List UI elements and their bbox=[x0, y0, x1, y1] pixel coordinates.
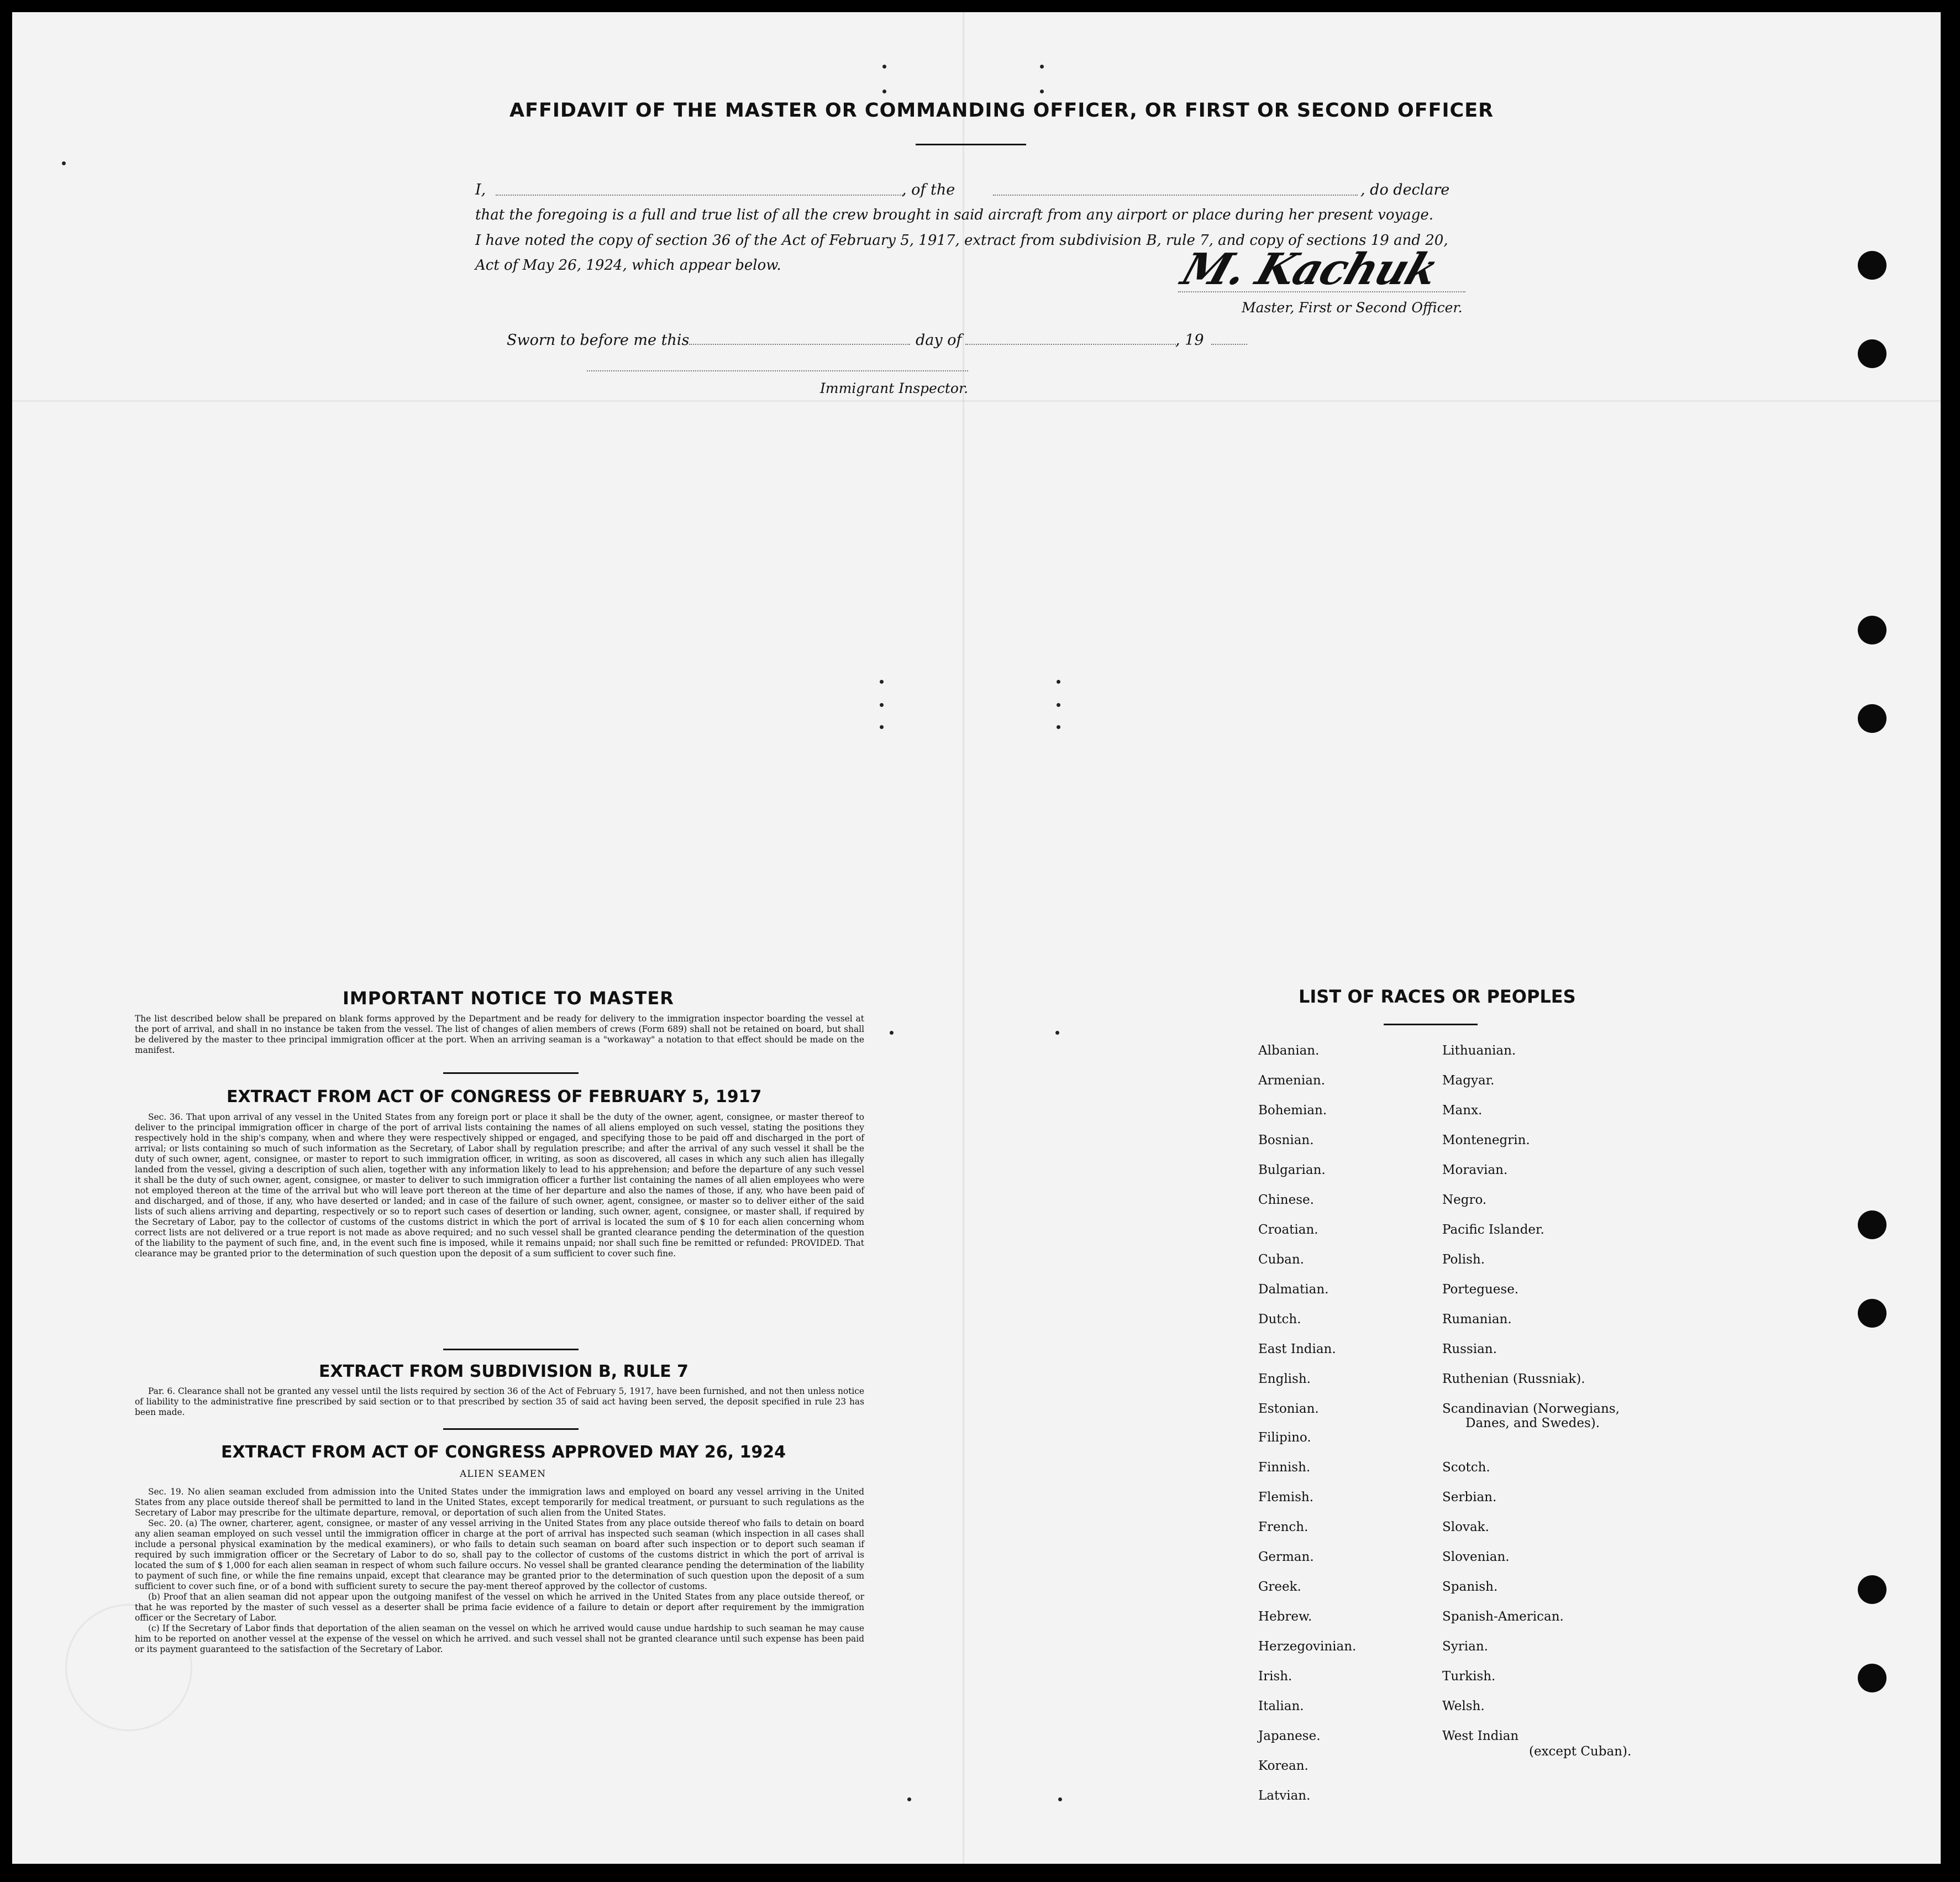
race-item: Albanian. bbox=[1258, 1044, 1320, 1058]
race-item: Bohemian. bbox=[1258, 1103, 1327, 1118]
aircraft-name-field[interactable] bbox=[993, 195, 1358, 196]
document-sheet bbox=[12, 12, 1941, 1864]
speck bbox=[880, 725, 884, 729]
speck bbox=[1058, 1797, 1062, 1801]
speck bbox=[1057, 703, 1060, 707]
extract-1924-paragraph: Sec. 20. (a) The owner, charterer, agent, consignee, or master of any vessel arriving in the United States from any place outside thereof who fails to detain on board any alien seaman employed on such vessel until the immigration officer in charge at the port of arrival has inspected such seaman (which inspection in all cases shall include a personal physical examination by the medical examiners), or who fails to detain such seaman on board after such inspection or to deport such seaman if required by such immigration officer or the Secretary of Labor to do so, shall pay to the collector of customs of the customs district in which the port of arrival is located the sum of $ 1,000 for each alien seaman in respect of whom such failure occurs. No vessel shall be granted clearance pending the determination of the liability to payment of such fine, or while the fine remains unpaid, except that clearance may be granted prior to the determination of such question upon the deposit of a sum sufficient to cover such fine, or of a bond with sufficient surety to secure the pay-ment thereof approved by the collector of customs. bbox=[135, 1518, 864, 1591]
speck bbox=[1040, 90, 1044, 93]
sworn-year-field[interactable] bbox=[1211, 344, 1247, 345]
race-item: Cuban. bbox=[1258, 1252, 1304, 1267]
subdivision-paragraph: Par. 6. Clearance shall not be granted any vessel until the lists required by section 36 of the Act of February 5, 1917, have been furnished, and not then unless notice of liability to the administrative fine prescribed by said section or to that prescribed by section 35 of said act having been served, the deposit specified in rule 23 has been made. bbox=[135, 1386, 864, 1417]
fold-line-vertical bbox=[963, 12, 964, 1864]
race-item: Spanish-American. bbox=[1442, 1610, 1564, 1624]
race-item: Dalmatian. bbox=[1258, 1282, 1329, 1297]
declarant-name-field[interactable] bbox=[496, 195, 905, 196]
punch-hole bbox=[1858, 1210, 1887, 1239]
punch-hole bbox=[1858, 1664, 1887, 1692]
race-item: Serbian. bbox=[1442, 1490, 1497, 1504]
fold-line-horizontal bbox=[12, 400, 1941, 402]
race-item: Turkish. bbox=[1442, 1669, 1496, 1684]
handwritten-signature: M. Kachuk bbox=[1175, 244, 1444, 295]
year-label: , 19 bbox=[1175, 332, 1204, 349]
race-item: German. bbox=[1258, 1550, 1314, 1564]
race-item: Pacific Islander. bbox=[1442, 1223, 1544, 1237]
speck bbox=[880, 680, 884, 684]
race-item: French. bbox=[1258, 1520, 1309, 1534]
sworn-label: Sworn to before me this bbox=[507, 332, 690, 349]
section-rule bbox=[443, 1428, 579, 1430]
race-item: Finnish. bbox=[1258, 1460, 1311, 1475]
race-item: Scotch. bbox=[1442, 1460, 1490, 1475]
extract-1924-text bbox=[135, 1487, 864, 1655]
extract-1917-title: EXTRACT FROM ACT OF CONGRESS OF FEBRUARY 5, 1917 bbox=[227, 1087, 762, 1107]
race-item: West Indian bbox=[1442, 1729, 1519, 1743]
race-item: Magyar. bbox=[1442, 1073, 1495, 1088]
speck bbox=[1055, 1031, 1059, 1035]
affidavit-statement-line: Act of May 26, 1924, which appear below. bbox=[475, 257, 781, 274]
race-item: English. bbox=[1258, 1372, 1311, 1386]
subdivision-title: EXTRACT FROM SUBDIVISION B, RULE 7 bbox=[319, 1362, 689, 1381]
race-item: Irish. bbox=[1258, 1669, 1292, 1684]
race-item: (except Cuban). bbox=[1529, 1744, 1632, 1759]
inspector-label: Immigrant Inspector. bbox=[820, 380, 969, 396]
affidavit-statement-line: that the foregoing is a full and true list of all the crew brought in said aircraft from any airport or place during her present voyage. bbox=[475, 207, 1434, 223]
notice-title: IMPORTANT NOTICE TO MASTER bbox=[343, 988, 674, 1009]
speck bbox=[882, 90, 886, 93]
affidavit-declarant-label: I, bbox=[475, 181, 486, 198]
race-item: Filipino. bbox=[1258, 1430, 1311, 1445]
speck bbox=[1057, 680, 1060, 684]
subdivision-text bbox=[135, 1386, 864, 1418]
section-rule bbox=[443, 1072, 579, 1074]
sworn-day-field[interactable] bbox=[689, 344, 910, 345]
race-item: Negro. bbox=[1442, 1193, 1487, 1207]
race-item: Welsh. bbox=[1442, 1699, 1485, 1713]
affidavit-declare-label: , do declare bbox=[1360, 181, 1450, 198]
speck bbox=[882, 65, 886, 69]
speck bbox=[62, 161, 66, 165]
extract-1924-paragraph: (b) Proof that an alien seaman did not appear upon the outgoing manifest of the vessel on which he arrived in the United States from any place outside thereof, or that he was reported by the master of such vessel as a deserter shall be prima facie evidence of a failure to detain or deport after requirement by the immigration officer or the Secretary of Labor. bbox=[135, 1592, 864, 1623]
race-item: Flemish. bbox=[1258, 1490, 1314, 1504]
extract-1917-paragraph: Sec. 36. That upon arrival of any vessel in the United States from any foreign port or place it shall be the duty of the owner, agent, consignee, or master thereof to deliver to the principal immigration officer in charge of the port of arrival lists containing the names of all aliens employed on such vessel, stating the positions they respectively hold in the ship's company, when and where they were respectively shipped or engaged, and specifying those to be paid off and discharged in the port of arrival; or lists containing so much of such information as the Secretary, of Labor shall by regulation prescribe; and after the arrival of any such vessel it shall be the duty of such owner, agent, consignee, or master to report to such immigration officer, in writing, as soon as discovered, all cases in which any such alien has illegally landed from the vessel, giving a description of such alien, together with any information likely to lead to his apprehension; and before the departure of any such vessel it shall be the duty of such owner, agent, consignee, or master to deliver to such immigration officer a further list containing the names of all alien employees who were not employed thereon at the time of the arrival but who will leave port thereon at the time of her departure and also the names of those, if any, who have been paid of and discharged, and of those, if any, who have deserted or landed; and in case of the failure of such owner, agent, consignee, or master so to deliver either of the said lists of such aliens arriving and departing, respectively or so to report such cases of desertion or landing, such owner, agent, consignee, or master shall, if required by the Secretary of Labor, pay to the collector of customs of the customs district in which the port of arrival is located the sum of $ 10 for each alien concerning whom correct lists are not delivered or a true report is not made as above required; and no such vessel shall be granted clearance pending the determination of the question of the liability to the payment of such fine, and, in the event such fine is imposed, while it remains unpaid; nor shall such fine be remitted or refunded: PROVIDED. That clearance may be granted prior to the determination of such question upon the deposit of a sum sufficient to cover such fine. bbox=[135, 1112, 864, 1259]
race-item: Ruthenian (Russniak). bbox=[1442, 1372, 1585, 1386]
race-item: Scandinavian (Norwegians, bbox=[1442, 1402, 1620, 1416]
sworn-month-field[interactable] bbox=[965, 344, 1178, 345]
race-item: Rumanian. bbox=[1442, 1312, 1512, 1327]
race-item: Danes, and Swedes). bbox=[1465, 1416, 1600, 1430]
race-item: Manx. bbox=[1442, 1103, 1483, 1118]
race-item: Dutch. bbox=[1258, 1312, 1301, 1327]
punch-hole bbox=[1858, 339, 1887, 368]
race-item: Korean. bbox=[1258, 1759, 1309, 1773]
punch-hole bbox=[1858, 251, 1887, 280]
race-item: Polish. bbox=[1442, 1252, 1485, 1267]
race-item: Montenegrin. bbox=[1442, 1133, 1530, 1147]
race-item: East Indian. bbox=[1258, 1342, 1336, 1356]
race-item: Bulgarian. bbox=[1258, 1163, 1326, 1177]
race-item: Italian. bbox=[1258, 1699, 1304, 1713]
affidavit-of-the-label: , of the bbox=[902, 181, 955, 198]
race-item: Slovak. bbox=[1442, 1520, 1489, 1534]
embossed-seal bbox=[65, 1604, 192, 1731]
race-item: Moravian. bbox=[1442, 1163, 1508, 1177]
punch-hole bbox=[1858, 704, 1887, 733]
speck bbox=[1040, 65, 1044, 69]
affidavit-title: AFFIDAVIT OF THE MASTER OR COMMANDING OFFICER, OR FIRST OR SECOND OFFICER bbox=[509, 99, 1494, 122]
punch-hole bbox=[1858, 1299, 1887, 1328]
race-item: Estonian. bbox=[1258, 1402, 1319, 1416]
race-item: Spanish. bbox=[1442, 1580, 1498, 1594]
signature-line bbox=[1178, 291, 1465, 292]
race-item: Slovenian. bbox=[1442, 1550, 1510, 1564]
race-item: Syrian. bbox=[1442, 1639, 1488, 1654]
race-item: Bosnian. bbox=[1258, 1133, 1314, 1147]
affidavit-statement-line: I have noted the copy of section 36 of the Act of February 5, 1917, extract from subdivision B, rule 7, and copy of sections 19 and 20, bbox=[475, 232, 1448, 249]
punch-hole bbox=[1858, 1575, 1887, 1604]
inspector-signature-line bbox=[587, 370, 968, 371]
speck bbox=[907, 1797, 911, 1801]
race-item: Greek. bbox=[1258, 1580, 1301, 1594]
race-item: Armenian. bbox=[1258, 1073, 1326, 1088]
extract-1924-paragraph: (c) If the Secretary of Labor finds that deportation of the alien seaman on the vessel on which he arrived would cause undue hardship to such seaman he may cause him to be reported on another vessel at the expense of the vessel on which he arrived. and such vessel shall not be granted clearance until such expense has been paid or its payment guaranteed to the satisfaction of the Secretary of Labor. bbox=[135, 1623, 864, 1654]
race-item: Latvian. bbox=[1258, 1789, 1311, 1803]
races-title: LIST OF RACES OR PEOPLES bbox=[1299, 986, 1576, 1007]
race-item: Hebrew. bbox=[1258, 1610, 1312, 1624]
race-item: Japanese. bbox=[1258, 1729, 1321, 1743]
affidavit-title-rule bbox=[916, 144, 1026, 145]
race-item: Chinese. bbox=[1258, 1193, 1314, 1207]
day-of-label: day of bbox=[916, 332, 962, 349]
speck bbox=[880, 703, 884, 707]
notice-text: The list described below shall be prepared on blank forms approved by the Department and be ready for delivery to the immigration inspector boarding the vessel at the port of arrival, and shall in no instance be taken from the vessel. The list of changes of alien members of crews (Form 689) shall not be retained on board, but shall be delivered by the master to thee principal immigration officer at the port. When an arriving seaman is a "workaway" a notation to that effect should be made on the manifest. bbox=[135, 1014, 864, 1055]
race-item: Russian. bbox=[1442, 1342, 1497, 1356]
speck bbox=[890, 1031, 894, 1035]
race-item: Lithuanian. bbox=[1442, 1044, 1516, 1058]
signature-label: Master, First or Second Officer. bbox=[1242, 300, 1463, 316]
races-title-rule bbox=[1384, 1024, 1478, 1025]
extract-1924-subtitle: ALIEN SEAMEN bbox=[460, 1469, 546, 1480]
race-item: Herzegovinian. bbox=[1258, 1639, 1357, 1654]
extract-1924-paragraph: Sec. 19. No alien seaman excluded from admission into the United States under the immigration laws and employed on board any vessel arriving in the United States from any place outside thereof shall be permitted to land in the United States, except temporarily for medical treatment, or pursuant to such regulations as the Secretary of Labor may prescribe for the ultimate departure, removal, or deportation of such alien from the United States. bbox=[135, 1487, 864, 1518]
punch-hole bbox=[1858, 616, 1887, 644]
speck bbox=[1057, 725, 1060, 729]
section-rule bbox=[443, 1349, 579, 1350]
extract-1917-text bbox=[135, 1112, 864, 1259]
extract-1924-title: EXTRACT FROM ACT OF CONGRESS APPROVED MAY 26, 1924 bbox=[221, 1443, 786, 1462]
race-item: Croatian. bbox=[1258, 1223, 1318, 1237]
race-item: Porteguese. bbox=[1442, 1282, 1519, 1297]
